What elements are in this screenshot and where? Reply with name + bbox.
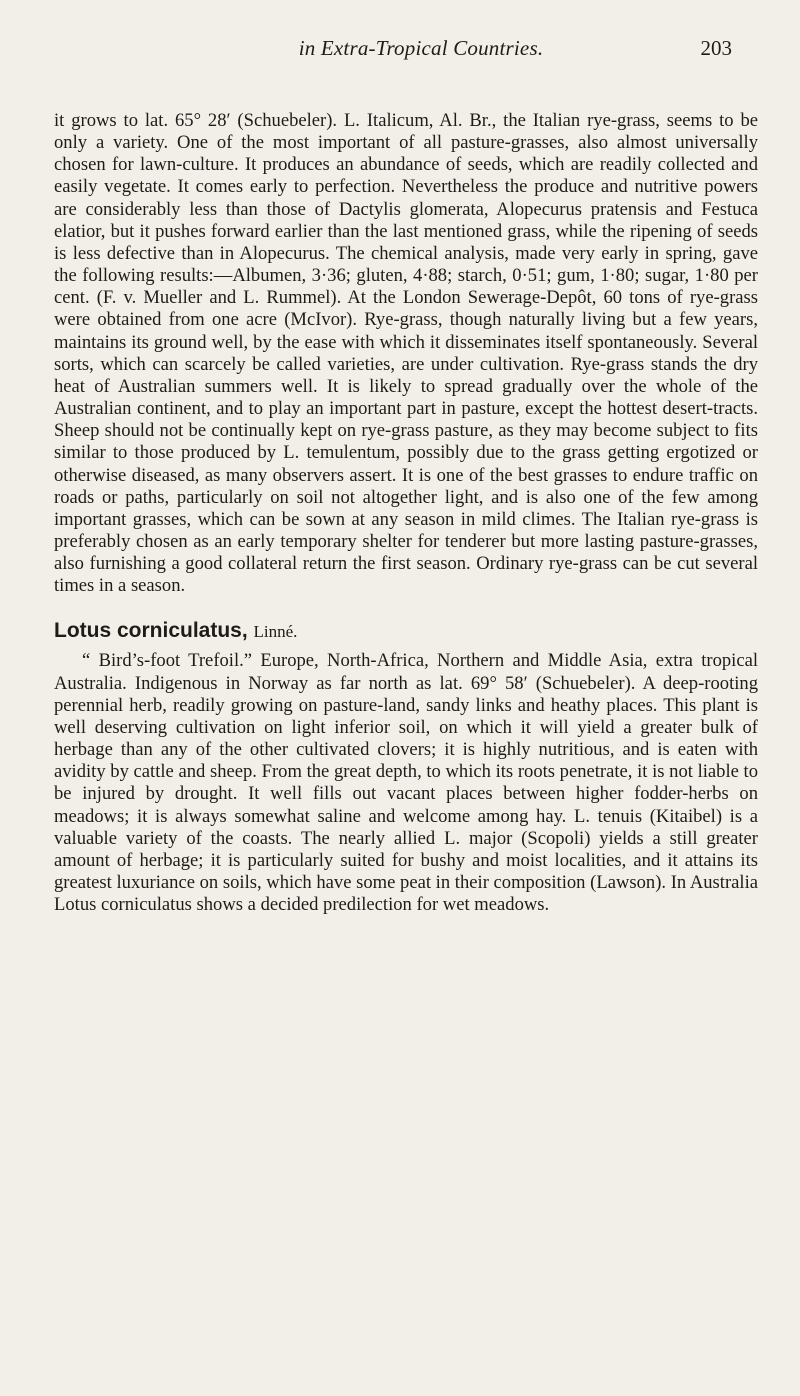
species-name: Lotus corniculatus, [54, 619, 248, 643]
running-title: in Extra-Tropical Countries. [298, 36, 544, 60]
paragraph-lotus-corniculatus: “ Bird’s-foot Trefoil.” Europe, North-Africa, Northern and Middle Asia, extra tropical Australia. Indigenous in Norway as far north as lat. 69° 58′ (Schuebeler). A deep-rooting perennial herb, readily growing on pasture-land, sandy links and heathy places. This plant is well deserving cultivation on light inferior soil, on which it will yield a greater bulk of herbage than any of the other cultivated clovers; it is highly nutritious, and is eaten with avidity by cattle and sheep. From the great depth, to which its roots penetrate, it is not liable to be injured by drought. It well fills out vacant places between higher fodder-herbs on meadows; it is always somewhat saline and welcome among hay. L. tenuis (Kitaibel) is a valuable variety of the coasts. The nearly allied L. major (Scopoli) yields a still greater amount of herbage; it is particularly suited for bushy and moist localities, and it attains its greatest luxuriance on soils, which have some peat in their composition (Lawson). In Australia Lotus corniculatus shows a decided predilection for wet meadows. [54, 650, 758, 916]
running-head [110, 36, 732, 66]
section-heading [54, 619, 758, 644]
paragraph-italian-rye-grass: it grows to lat. 65° 28′ (Schuebeler). L. Italicum, Al. Br., the Italian rye-grass, seems to be only a variety. One of the most important of all pasture-grasses, also almost universally chosen for lawn-culture. It produces an abundance of seeds, which are readily collected and easily vegetate. It comes early to perfection. Nevertheless the produce and nutritive powers are considerably less than those of Dactylis glomerata, Alopecurus pratensis and Festuca elatior, but it pushes forward earlier than the last mentioned grass, while the ripening of seeds is less defective than in Alopecurus. The chemical analysis, made very early in spring, gave the following results:—Albumen, 3·36; gluten, 4·88; starch, 0·51; gum, 1·80; sugar, 1·80 per cent. (F. v. Mueller and L. Rummel). At the London Sewerage-Depôt, 60 tons of rye-grass were obtained from one acre (McIvor). Rye-grass, though naturally living but a few years, maintains its ground well, by the ease with which it disseminates itself spontaneously. Several sorts, which can scarcely be called varieties, are under cultivation. Rye-grass stands the dry heat of Australian summers well. It is likely to spread gradually over the whole of the Australian continent, and to play an important part in pasture, except the hottest desert-tracts. Sheep should not be continually kept on rye-grass pasture, as they may become subject to fits similar to those produced by L. temulentum, possibly due to the grass getting ergotized or otherwise diseased, as many observers assert. It is one of the best grasses to endure traffic on roads or paths, particularly on soil not altogether light, and is also one of the few among important grasses, which can be sown at any season in mild climes. The Italian rye-grass is preferably chosen as an early temporary shelter for tenderer but more lasting pasture-grasses, also furnishing a good collateral return the first season. Ordinary rye-grass can be cut several times in a season. [54, 110, 758, 597]
body-text [54, 110, 758, 916]
species-authority: Linné. [253, 622, 298, 642]
page-number: 203 [700, 36, 732, 60]
